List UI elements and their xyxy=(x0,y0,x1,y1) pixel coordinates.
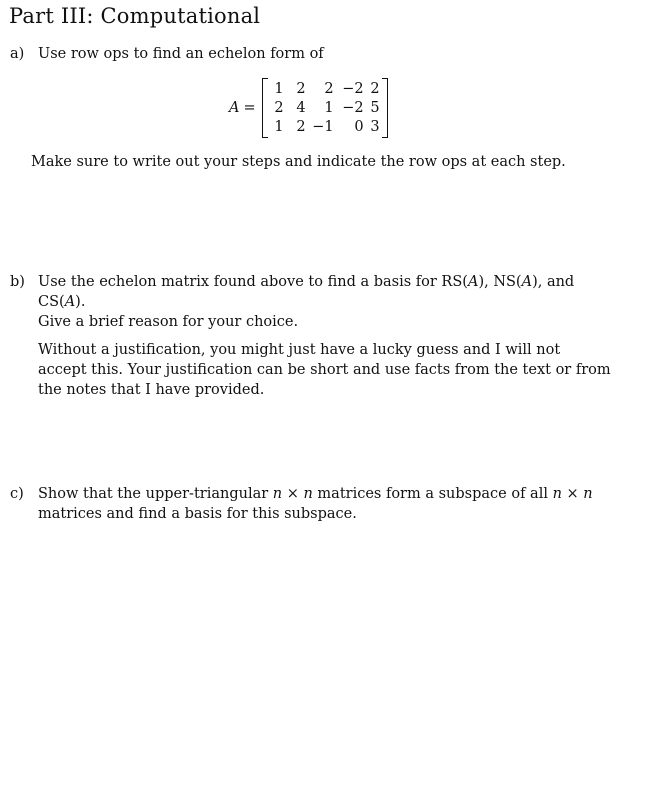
page-title: Part III: Computational xyxy=(9,4,261,28)
dim-n-by-n: n × n xyxy=(272,486,313,502)
matrix-cell: 0 xyxy=(354,118,364,135)
right-bracket xyxy=(382,78,388,138)
part-b-label: b) xyxy=(10,274,25,290)
var-a: A xyxy=(467,274,479,290)
matrix-cell: 3 xyxy=(370,118,380,135)
var-a: A xyxy=(64,294,76,310)
matrix-a xyxy=(229,78,388,138)
part-b-body xyxy=(38,272,613,400)
matrix-cell: −1 xyxy=(312,118,334,135)
matrix-cell: −2 xyxy=(342,99,364,116)
part-c-prompt: Show that the upper-triangular n × n matrices form a subspace of all n × n matrices and find a basis for this subspace. xyxy=(38,486,593,522)
matrix-cell: 2 xyxy=(370,80,380,97)
matrix-cell: 1 xyxy=(274,118,284,135)
matrix-cell: 1 xyxy=(274,80,284,97)
var-a: A xyxy=(521,274,533,290)
part-a-instruction-block xyxy=(10,152,566,172)
matrix-cell: 2 xyxy=(324,80,334,97)
part-a-body xyxy=(38,44,618,64)
matrix-cell: 4 xyxy=(296,99,306,116)
part-b-prompt: Use the echelon matrix found above to find a basis for RS(A), NS(A), and CS(A). Give a brief reason for your choice. xyxy=(38,274,575,330)
part-a xyxy=(10,44,324,64)
matrix-cell: 1 xyxy=(324,99,334,116)
matrix-cell: 2 xyxy=(296,118,306,135)
matrix-cell: −2 xyxy=(342,80,364,97)
matrix-name: A xyxy=(229,100,240,116)
matrix-cell: 2 xyxy=(274,99,284,116)
part-b xyxy=(10,272,611,398)
part-b-justification: Without a justification, you might just have a lucky guess and I will not accept this. Your justification can be short and use facts from the text or from the notes that I have provided. xyxy=(38,342,611,398)
dim-n-by-n: n × n xyxy=(552,486,593,502)
matrix-cell: 2 xyxy=(296,80,306,97)
part-a-label: a) xyxy=(10,46,25,62)
part-c xyxy=(10,484,593,522)
matrix-grid xyxy=(268,80,382,137)
part-a-instruction: Make sure to write out your steps and indicate the row ops at each step. xyxy=(31,154,566,170)
part-c-body xyxy=(38,484,613,524)
matrix-cell: 5 xyxy=(370,99,380,116)
equals-sign: = xyxy=(243,100,256,116)
part-a-prompt: Use row ops to find an echelon form of xyxy=(38,46,324,62)
part-c-label: c) xyxy=(10,486,24,502)
